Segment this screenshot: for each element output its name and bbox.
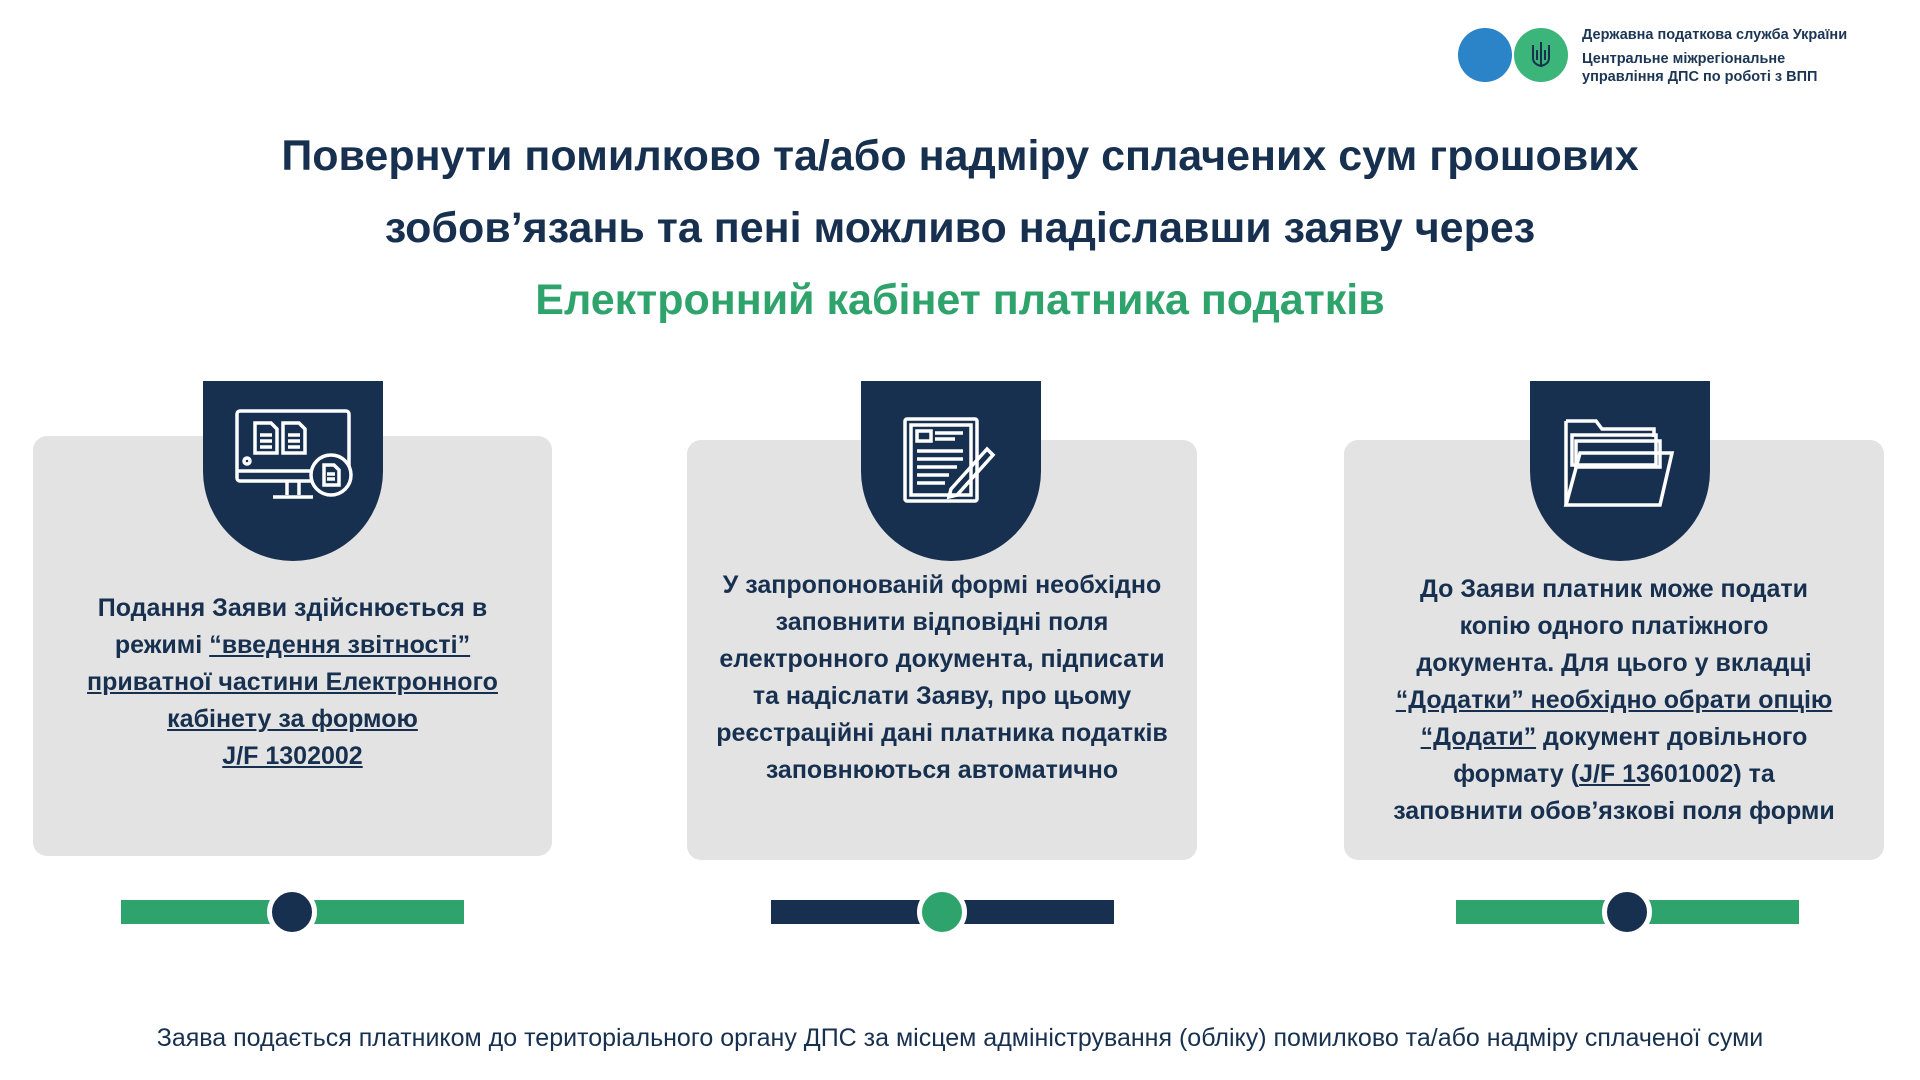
- dps-logo: [1458, 26, 1898, 86]
- step-badge-1: [203, 381, 383, 561]
- card2-line-5: реєстраційні дані платника податків: [716, 719, 1168, 747]
- card3-line-7: заповнити обов’язкові поля форми: [1393, 797, 1835, 825]
- form-pen-icon: [889, 405, 1013, 529]
- page-title: [0, 120, 1920, 336]
- folder-icon: [1558, 405, 1682, 529]
- footer-note: Заява подається платником до територіального органу ДПС за місцем адміністрування (обліку) помилково та/або надміру сплаченої суми: [156, 1024, 1764, 1052]
- org-division-line2: управління ДПС по роботі з ВПП: [1582, 69, 1818, 85]
- card3-line-1: До Заяви платник може подати: [1419, 575, 1808, 603]
- title-line-3: Електронний кабінет платника податків: [535, 276, 1385, 324]
- card3-line-6: формату (J/F 13601002) та: [1453, 760, 1775, 788]
- step-text-1: [33, 590, 552, 775]
- step-badge-2: [861, 381, 1041, 561]
- card1-line-4[interactable]: кабінету за формою: [167, 705, 418, 733]
- card2-line-1: У запропонованій формі необхідно: [722, 571, 1162, 599]
- title-line-2: зобов’язань та пені можливо надіславши заяву через: [384, 204, 1536, 252]
- trident-icon: [1530, 40, 1552, 70]
- card2-line-2: заповнити відповідні поля: [775, 608, 1109, 636]
- step-badge-3: [1530, 381, 1710, 561]
- card3-line-3: документа. Для цього у вкладці: [1416, 649, 1812, 677]
- reporting-mode-link[interactable]: “введення звітності”: [209, 631, 471, 659]
- card1-line-1: Подання Заяви здійснюється в: [97, 594, 488, 622]
- form-code-link-2[interactable]: J/F 13: [1579, 760, 1650, 788]
- form-code-link[interactable]: J/F 1302002: [222, 742, 363, 770]
- card3-line-5: “Додати” документ довільного: [1420, 723, 1808, 751]
- step-dot-2: [917, 887, 967, 937]
- card3-line-2: копію одного платіжного: [1459, 612, 1769, 640]
- card2-line-6: заповнюються автоматично: [765, 756, 1119, 784]
- step-dot-1: [267, 887, 317, 937]
- computer-documents-icon: [231, 405, 355, 529]
- step-text-3: [1344, 571, 1884, 830]
- title-line-1: Повернути помилково та/або надміру сплачених сум грошових: [281, 132, 1639, 180]
- step-dot-3: [1602, 887, 1652, 937]
- attachments-tab-link[interactable]: “Додатки” необхідно обрати опцію: [1395, 686, 1833, 714]
- logo-blue-circle: [1458, 28, 1512, 82]
- card2-line-3: електронного документа, підписати: [719, 645, 1165, 673]
- card2-line-4: та надіслати Заяву, про цьому: [752, 682, 1132, 710]
- add-option-link[interactable]: “Додати”: [1420, 723, 1537, 751]
- card1-line-2: режимі “введення звітності”: [114, 631, 471, 659]
- org-name: Державна податкова служба України: [1582, 27, 1848, 43]
- card1-line-3[interactable]: приватної частини Електронного: [87, 668, 498, 696]
- logo-green-circle: [1514, 28, 1568, 82]
- step-text-2: [687, 567, 1197, 789]
- org-division-line1: Центральне міжрегіональне: [1582, 51, 1786, 67]
